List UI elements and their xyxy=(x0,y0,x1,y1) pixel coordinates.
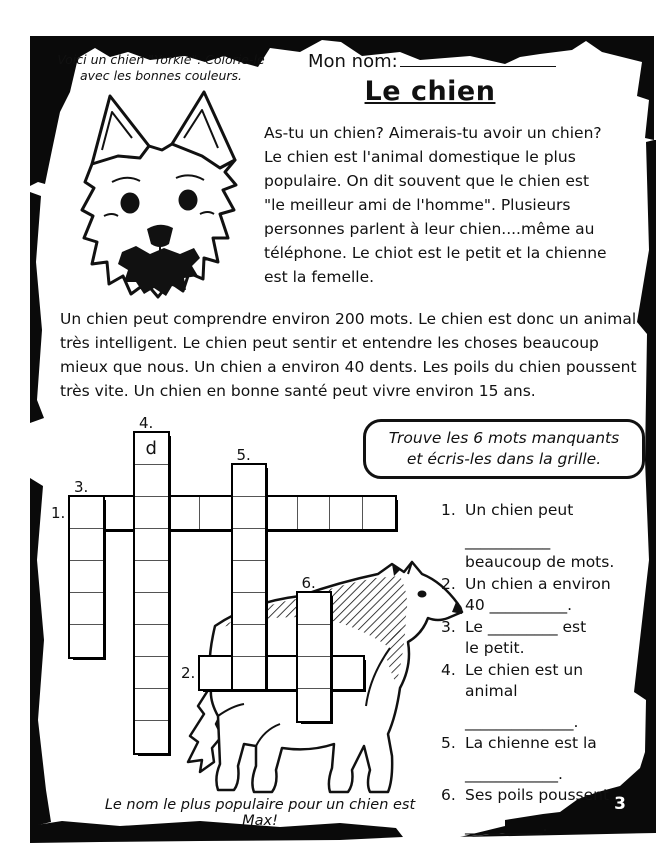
crossword-cell[interactable] xyxy=(330,497,363,529)
facts-line: mieux que nous. Un chien a environ 40 dents. Les poils du chien poussent xyxy=(60,358,637,376)
crossword-cell[interactable] xyxy=(298,689,331,721)
crossword-cell[interactable] xyxy=(330,657,363,689)
yorkie-caption xyxy=(48,52,274,84)
name-label: Mon nom: xyxy=(308,51,398,72)
intro-line: "le meilleur ami de l'homme". Plusieurs xyxy=(264,196,571,214)
crossword-cell[interactable] xyxy=(168,497,201,529)
caption-line: Voici un chien "Yorkie". Colorie-le xyxy=(57,52,265,67)
question-text: La chienne est la xyxy=(465,734,597,752)
crossword-cell[interactable] xyxy=(298,657,331,689)
page-number: 3 xyxy=(614,794,626,814)
yorkie-illustration xyxy=(52,86,257,301)
crossword-cell[interactable] xyxy=(135,465,168,497)
crossword-cell[interactable] xyxy=(135,721,168,753)
answer-blank[interactable]: __________. xyxy=(465,816,548,835)
crossword-clue-number: 1. xyxy=(51,504,66,522)
question-number: 5. xyxy=(441,734,456,752)
crossword-cell[interactable] xyxy=(70,561,103,593)
question-item xyxy=(441,660,651,734)
crossword-cell[interactable] xyxy=(200,497,233,529)
crossword-cell[interactable] xyxy=(265,497,298,529)
crossword-cell[interactable] xyxy=(233,465,266,497)
question-item xyxy=(441,574,651,617)
answer-blank[interactable]: ______________. xyxy=(465,712,579,731)
crossword-cell[interactable] xyxy=(135,689,168,721)
intro-line: est la femelle. xyxy=(264,268,375,286)
crossword-cell[interactable] xyxy=(233,657,266,689)
question-number: 4. xyxy=(441,660,456,679)
question-number: 3. xyxy=(441,617,456,636)
crossword-clue-number: 2. xyxy=(181,664,196,682)
crossword-cell[interactable] xyxy=(200,657,233,689)
intro-paragraph xyxy=(264,121,607,289)
page-title: Le chien xyxy=(364,76,496,107)
facts-line: très vite. Un chien en bonne santé peut vivre environ 15 ans. xyxy=(60,382,536,400)
crossword-cell[interactable] xyxy=(298,497,331,529)
question-text: Un chien peut xyxy=(465,501,574,519)
caption-line: avec les bonnes couleurs. xyxy=(80,68,242,83)
crossword-clue-number: 4. xyxy=(139,414,154,432)
bubble-line: et écris-les dans la grille. xyxy=(406,450,602,468)
crossword-cell[interactable] xyxy=(363,497,396,529)
question-item xyxy=(441,500,651,574)
question-text: animal xyxy=(465,682,518,700)
crossword-cell[interactable] xyxy=(233,625,266,657)
intro-line: populaire. On dit souvent que le chien est xyxy=(264,172,590,190)
crossword-cell[interactable] xyxy=(135,497,168,529)
intro-line: As-tu un chien? Aimerais-tu avoir un chien? xyxy=(264,124,602,142)
intro-line: personnes parlent à leur chien....même au xyxy=(264,220,595,238)
crossword-cell[interactable] xyxy=(233,529,266,561)
crossword-clue-number: 5. xyxy=(236,446,251,464)
question-text: le petit. xyxy=(465,639,525,657)
crossword-cell[interactable] xyxy=(233,497,266,529)
crossword-cell[interactable] xyxy=(135,529,168,561)
crossword-cell[interactable] xyxy=(70,529,103,561)
crossword-cell[interactable] xyxy=(265,657,298,689)
crossword-cell[interactable] xyxy=(135,561,168,593)
question-number: 2. xyxy=(441,574,456,593)
questions-list xyxy=(441,500,651,837)
question-text: Le _________ est xyxy=(465,617,587,636)
question-item xyxy=(441,733,651,785)
crossword-cell[interactable] xyxy=(135,625,168,657)
crossword-clue-number: 6. xyxy=(301,574,316,592)
crossword-cell[interactable] xyxy=(298,593,331,625)
crossword-word-5 xyxy=(233,465,266,689)
crossword-word-3 xyxy=(70,497,103,657)
intro-line: Le chien est l'animal domestique le plus xyxy=(264,148,576,166)
question-text: 40 __________. xyxy=(465,596,573,614)
question-item xyxy=(441,617,651,660)
name-row xyxy=(308,50,556,72)
question-text: Le chien est un xyxy=(465,660,584,679)
crossword-cell[interactable] xyxy=(70,625,103,657)
question-text: beaucoup de mots. xyxy=(465,553,615,571)
crossword-clue-number: 3. xyxy=(74,478,89,496)
crossword-word-2 xyxy=(200,657,363,689)
crossword-cell[interactable]: d xyxy=(135,433,168,465)
crossword-cell[interactable] xyxy=(135,593,168,625)
crossword-cell[interactable] xyxy=(233,593,266,625)
facts-line: Un chien peut comprendre environ 200 mots. Le chien est donc un animal xyxy=(60,310,637,328)
crossword-cell[interactable] xyxy=(103,497,136,529)
facts-paragraph xyxy=(60,307,637,403)
intro-line: téléphone. Le chiot est le petit et la chienne xyxy=(264,244,607,262)
answer-blank[interactable]: ____________. xyxy=(465,764,563,783)
question-number: 6. xyxy=(441,786,456,804)
question-text: Un chien a environ xyxy=(465,574,611,593)
instruction-bubble xyxy=(363,419,645,479)
question-number: 1. xyxy=(441,501,456,519)
crossword-word-6 xyxy=(298,593,331,721)
crossword-cell[interactable] xyxy=(70,593,103,625)
bubble-line: Trouve les 6 mots manquants xyxy=(388,429,620,447)
facts-line: très intelligent. Le chien peut sentir et entendre les choses beaucoup xyxy=(60,334,599,352)
question-text: Ses poils poussent xyxy=(465,786,610,804)
crossword-cell[interactable] xyxy=(233,561,266,593)
name-input-line[interactable] xyxy=(400,50,556,67)
crossword-cell[interactable] xyxy=(298,625,331,657)
answer-blank[interactable]: ___________ xyxy=(465,531,551,550)
crossword-cell[interactable] xyxy=(135,657,168,689)
footer-fact: Le nom le plus populaire pour un chien est Max! xyxy=(104,797,416,829)
crossword-cell[interactable] xyxy=(70,497,103,529)
crossword-word-4 xyxy=(135,433,168,753)
